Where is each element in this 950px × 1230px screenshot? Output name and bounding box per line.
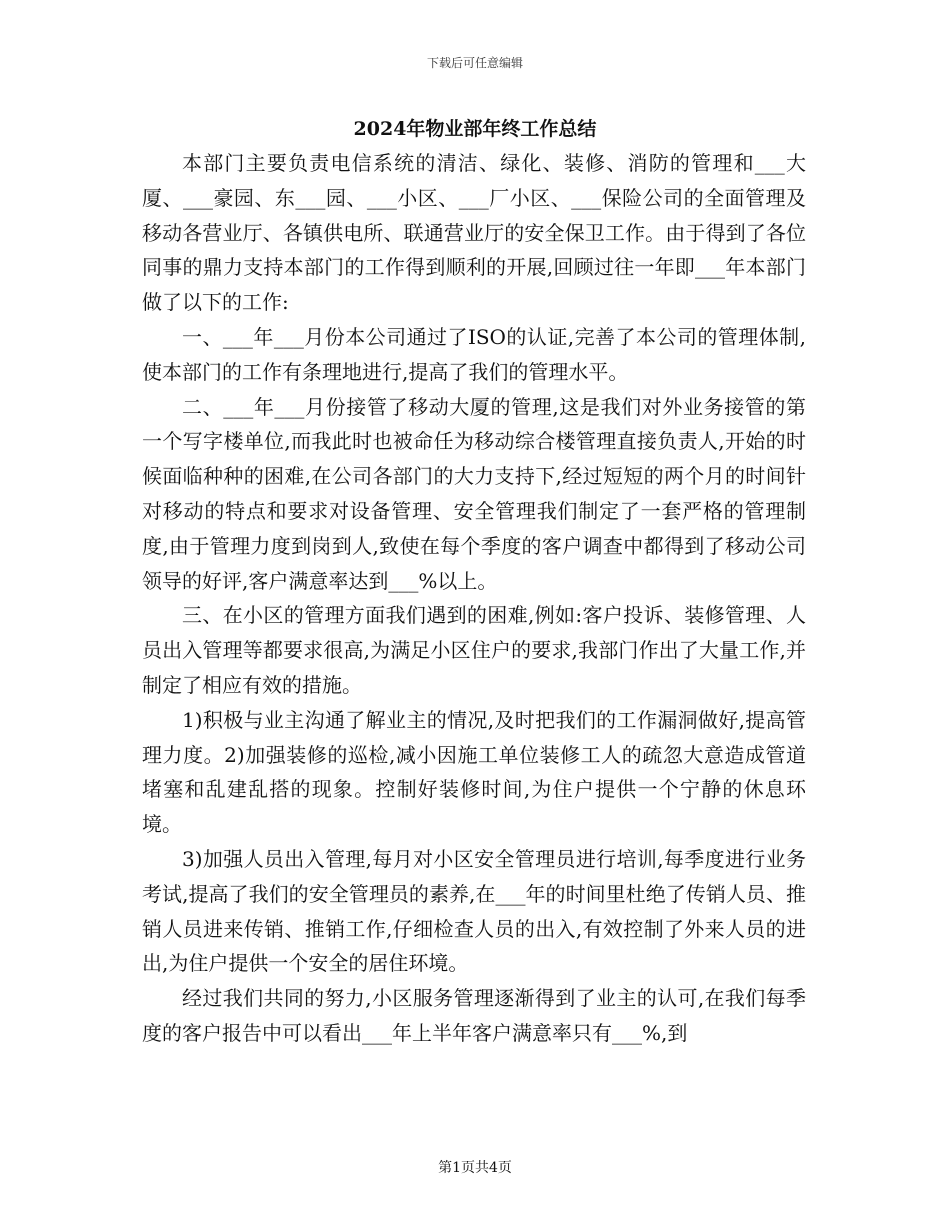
paragraph-results: 经过我们共同的努力,小区服务管理逐渐得到了业主的认可,在我们每季度的客户报告中可以看出___年上半年客户满意率只有___%,到 xyxy=(142,986,806,1045)
document-body xyxy=(142,146,806,1051)
paragraph-measures-1-2: 1)积极与业主沟通了解业主的情况,及时把我们的工作漏洞做好,提高管理力度。2)加强装修的巡检,减小因施工单位装修工人的疏忽大意造成管道堵塞和乱建乱搭的现象。控制好装修时间,为住户提供一个宁静的休息环境。 xyxy=(142,707,806,837)
document-title: 2024年物业部年终工作总结 xyxy=(353,118,597,140)
header-note: 下载后可任意编辑 xyxy=(426,56,523,70)
paragraph-item-1: 一、___年___月份本公司通过了ISO的认证,完善了本公司的管理体制,使本部门的工作有条理地进行,提高了我们的管理水平。 xyxy=(142,324,806,384)
paragraph-measure-3: 3)加强人员出入管理,每月对小区安全管理员进行培训,每季度进行业务考试,提高了我们的安全管理员的素养,在___年的时间里杜绝了传销人员、推销人员进来传销、推销工作,仔细检查人员的出入,有效控制了外来人员的进出,为住户提供一个安全的居住环境。 xyxy=(142,846,806,976)
paragraph-item-2: 二、___年___月份接管了移动大厦的管理,这是我们对外业务接管的第一个写字楼单位,而我此时也被命任为移动综合楼管理直接负责人,开始的时候面临种种的困难,在公司各部门的大力支持下,经过短短的两个月的时间针对移动的特点和要求对设备管理、安全管理我们制定了一套严格的管理制度,由于管理力度到岗到人,致使在每个季度的客户调查中都得到了移动公司领导的好评,客户满意率达到___%以上。 xyxy=(142,394,806,593)
paragraph-intro: 本部门主要负责电信系统的清洁、绿化、装修、消防的管理和___大厦、___豪园、东___园、___小区、___厂小区、___保险公司的全面管理及移动各营业厅、各镇供电所、联通营业厅的安全保卫工作。由于得到了各位同事的鼎力支持本部门的工作得到顺利的开展,回顾过往一年即___年本部门做了以下的工作: xyxy=(142,151,806,315)
page-number: 第1页共4页 xyxy=(438,1160,512,1176)
paragraph-item-3: 三、在小区的管理方面我们遇到的困难,例如:客户投诉、装修管理、人员出入管理等都要求很高,为满足小区住户的要求,我部门作出了大量工作,并制定了相应有效的措施。 xyxy=(142,603,806,697)
